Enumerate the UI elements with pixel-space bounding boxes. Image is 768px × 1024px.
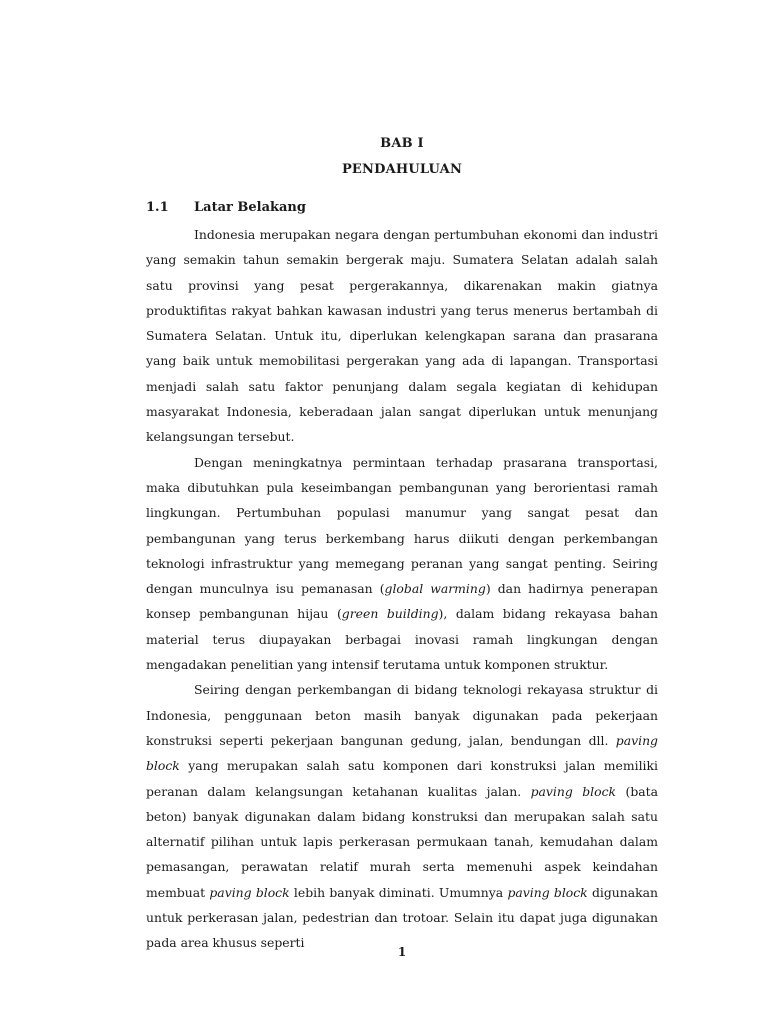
body-text: [146, 222, 658, 956]
paragraph: [146, 677, 658, 955]
text-run: (bata beton) banyak digunakan dalam bidang konstruksi dan merupakan salah satu alternatif pilihan untuk lapis perkerasan permukaan tanah, kemudahan dalam pemasangan, perawatan relatif murah serta memenuhi aspek keindahan membuat: [146, 783, 658, 900]
text-run: ), dalam bidang rekayasa bahan material terus diupayakan berbagai inovasi ramah lingkungan dengan mengadakan penelitian yang intensif terutama untuk komponen struktur.: [146, 606, 658, 673]
chapter-title: PENDAHULUAN: [341, 162, 463, 177]
italic-term: paving block: [507, 884, 588, 900]
text-run: Dengan meningkatnya permintaan terhadap prasarana transportasi, maka dibutuhkan pula keseimbangan pembangunan yang berorientasi ramah lingkungan. Pertumbuhan populasi manumur yang sangat pesat dan pembangunan yang terus berkembang harus diikuti dengan perkembangan teknologi infrastruktur yang memegang peranan yang sangat penting. Seiring dengan munculnya isu pemanasan (: [146, 454, 658, 597]
text-run: ) dan hadirnya penerapan konsep pembangunan hijau (: [146, 581, 658, 622]
italic-term: green building: [341, 606, 439, 622]
italic-term: global warming: [384, 581, 486, 597]
page-number: 1: [397, 945, 407, 959]
text-run: lebih banyak diminati. Umumnya: [289, 884, 508, 900]
paragraph: [146, 222, 658, 450]
chapter-number: BAB I: [380, 136, 424, 151]
text-run: Indonesia merupakan negara dengan pertumbuhan ekonomi dan industri yang semakin tahun semakin bergerak maju. Sumatera Selatan adalah salah satu provinsi yang pesat pergerakannya, dikarenakan makin giatnya produktifitas rakyat bahkan kawasan industri yang terus menerus bertambah di Sumatera Selatan. Untuk itu, diperlukan kelengkapan sarana dan prasarana yang baik untuk memobilitasi pergerakan yang ada di lapangan. Transportasi menjadi salah satu faktor penunjang dalam segala kegiatan di kehidupan masyarakat Indonesia, keberadaan jalan sangat diperlukan untuk menunjang kelangsungan tersebut.: [146, 227, 658, 445]
italic-term: paving block: [146, 732, 658, 774]
text-run: yang merupakan salah satu komponen dari konstruksi jalan memiliki peranan dalam kelangsungan ketahanan kualitas jalan.: [146, 758, 658, 799]
italic-term: paving block: [530, 783, 617, 799]
text-run: Seiring dengan perkembangan di bidang teknologi rekayasa struktur di Indonesia, penggunaan beton masih banyak digunakan pada pekerjaan konstruksi seperti pekerjaan bangunan gedung, jalan, bendungan dll.: [146, 682, 658, 748]
italic-term: paving block: [209, 884, 290, 900]
section-title: Latar Belakang: [194, 200, 306, 215]
section-number: 1.1: [146, 200, 169, 215]
section-heading: [146, 200, 306, 215]
text-run: digunakan untuk perkerasan jalan, pedestrian dan trotoar. Selain itu dapat juga digunakan pada area khusus seperti: [146, 884, 659, 951]
paragraph: [146, 450, 658, 678]
